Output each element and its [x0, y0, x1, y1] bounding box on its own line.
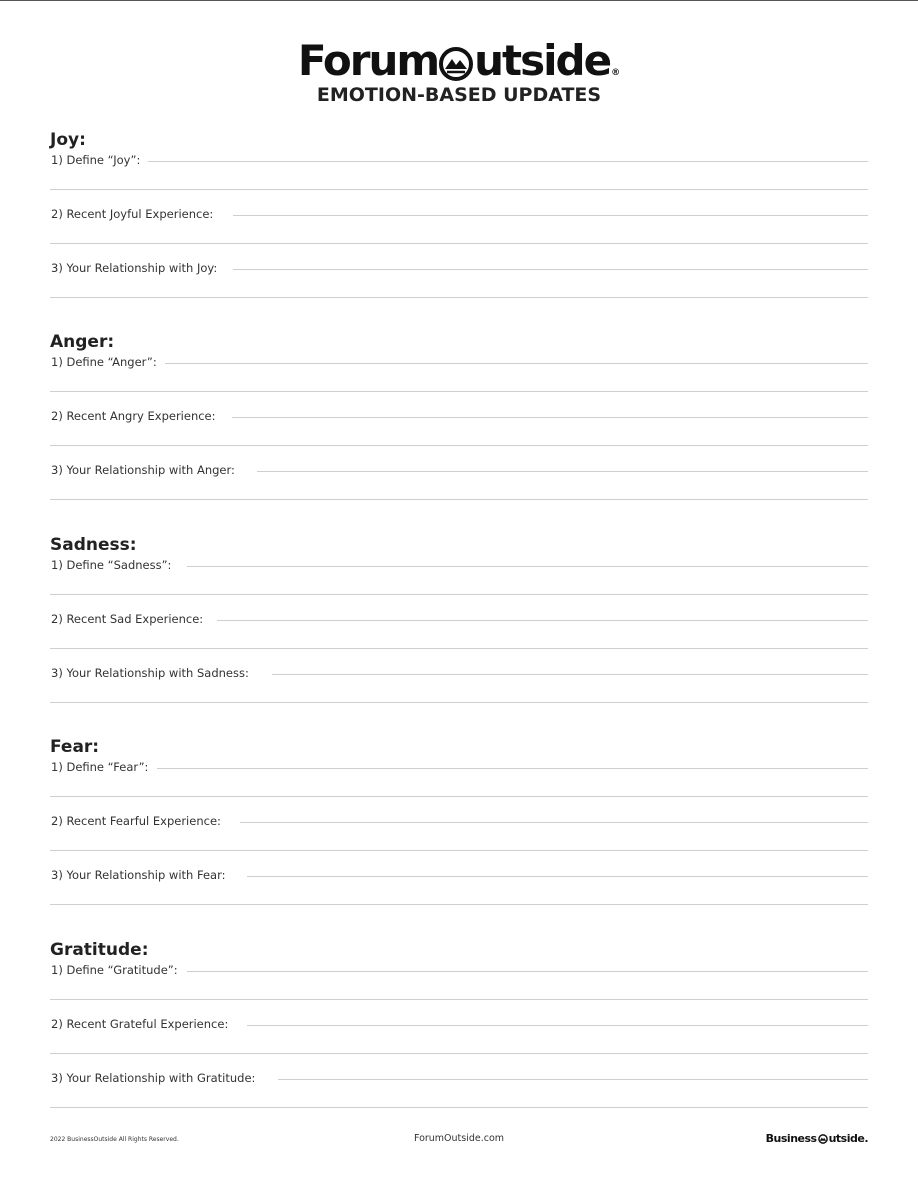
question-label: 1) Define “Sadness”: [51, 558, 179, 572]
answer-line[interactable] [50, 999, 868, 1000]
answer-line[interactable] [50, 648, 868, 649]
brand-text-business: Business [765, 1132, 817, 1145]
answer-line[interactable] [50, 702, 868, 703]
answer-line[interactable] [187, 566, 868, 567]
question-row [50, 151, 868, 205]
answer-line[interactable] [50, 850, 868, 851]
answer-line[interactable] [50, 391, 868, 392]
answer-line[interactable] [217, 620, 868, 621]
section-gratitude [50, 939, 868, 1123]
question-row [50, 259, 868, 313]
question-row [50, 353, 868, 407]
answer-line[interactable] [272, 674, 868, 675]
section-sadness [50, 534, 868, 718]
answer-line[interactable] [247, 1025, 868, 1026]
answer-line[interactable] [50, 904, 868, 905]
answer-line[interactable] [157, 768, 868, 769]
section-joy [50, 129, 868, 313]
question-row [50, 758, 868, 812]
answer-line[interactable] [257, 471, 868, 472]
question-row [50, 610, 868, 664]
question-label: 3) Your Relationship with Gratitude: [51, 1071, 263, 1085]
answer-line[interactable] [187, 971, 868, 972]
brand-text-outside: utside. [828, 1132, 868, 1145]
question-label: 3) Your Relationship with Anger: [51, 463, 243, 477]
mountain-o-icon [818, 1134, 828, 1144]
question-label: 3) Your Relationship with Sadness: [51, 666, 257, 680]
answer-line[interactable] [50, 243, 868, 244]
forumoutside-logo [297, 36, 621, 85]
answer-line[interactable] [240, 822, 868, 823]
page-subtitle: EMOTION-BASED UPDATES [316, 84, 602, 106]
question-row [50, 1015, 868, 1069]
answer-line[interactable] [148, 161, 868, 162]
answer-line[interactable] [50, 445, 868, 446]
answer-line[interactable] [233, 215, 868, 216]
page-header [0, 36, 918, 106]
top-border [0, 0, 918, 1]
question-label: 2) Recent Fearful Experience: [51, 814, 229, 828]
businessoutside-logo [766, 1132, 868, 1145]
registered-mark: ® [611, 68, 621, 78]
answer-line[interactable] [50, 499, 868, 500]
section-anger [50, 331, 868, 515]
question-label: 3) Your Relationship with Fear: [51, 868, 233, 882]
question-label: 3) Your Relationship with Joy: [51, 261, 225, 275]
answer-line[interactable] [50, 594, 868, 595]
question-row [50, 205, 868, 259]
section-title: Anger: [50, 332, 115, 352]
section-title: Joy: [50, 130, 86, 150]
question-row [50, 556, 868, 610]
site-url: ForumOutside.com [413, 1133, 505, 1144]
answer-line[interactable] [247, 876, 868, 877]
question-row [50, 812, 868, 866]
section-title: Fear: [50, 737, 100, 757]
question-label: 2) Recent Grateful Experience: [51, 1017, 236, 1031]
question-row [50, 407, 868, 461]
answer-line[interactable] [164, 363, 868, 364]
question-label: 1) Define “Joy”: [51, 153, 148, 167]
question-row [50, 1069, 868, 1123]
copyright-text: 2022 BusinessOutside All Rights Reserved. [50, 1136, 179, 1143]
mountain-o-icon [439, 47, 473, 81]
logo-text-outside: utside [474, 36, 611, 85]
answer-line[interactable] [50, 1053, 868, 1054]
section-title: Gratitude: [50, 940, 149, 960]
question-row [50, 461, 868, 515]
answer-line[interactable] [232, 417, 868, 418]
answer-line[interactable] [278, 1079, 868, 1080]
logo-text-forum: Forum [297, 36, 439, 85]
answer-line[interactable] [50, 189, 868, 190]
question-label: 1) Define “Gratitude”: [51, 963, 186, 977]
question-label: 2) Recent Sad Experience: [51, 612, 211, 626]
answer-line[interactable] [50, 1107, 868, 1108]
question-label: 2) Recent Joyful Experience: [51, 207, 221, 221]
question-row [50, 961, 868, 1015]
section-title: Sadness: [50, 535, 137, 555]
page-footer [50, 1133, 868, 1147]
question-label: 2) Recent Angry Experience: [51, 409, 224, 423]
question-row [50, 664, 868, 718]
question-row [50, 866, 868, 920]
answer-line[interactable] [50, 796, 868, 797]
answer-line[interactable] [233, 269, 868, 270]
question-label: 1) Define “Anger”: [51, 355, 165, 369]
answer-line[interactable] [50, 297, 868, 298]
section-fear [50, 736, 868, 920]
question-label: 1) Define “Fear”: [51, 760, 156, 774]
